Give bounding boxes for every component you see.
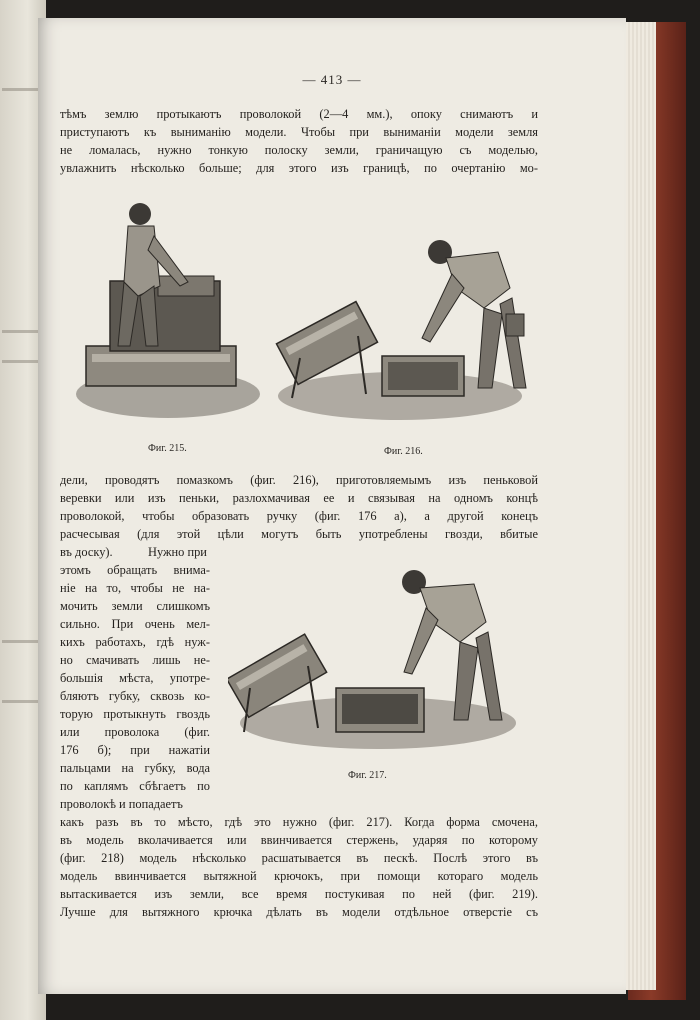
side-text-line: мочить земли слишкомъ (60, 599, 210, 613)
text-line: увлажнить нѣсколько больше; для этого изъ границѣ, по очертанію мо- (60, 161, 538, 175)
worker-illustration (270, 218, 532, 428)
page-number: — 413 — (302, 72, 362, 87)
text-line: веревки или изъ пеньки, разлохмачивая ее и связывая на одномъ концѣ (60, 491, 538, 505)
text-line: не ломалась, нужно тонкую полоску земли, граничащую съ моделью, (60, 143, 538, 157)
text-line: вытаскивается изъ земли, все время постукивая по ней (фиг. 219). (60, 887, 538, 901)
text-line: приступаютъ къ выниманію модели. Чтобы при выниманіи модели земля (60, 125, 538, 139)
side-text-line: Нужно при (148, 545, 207, 559)
side-text-line: бляютъ губку, сквозь ко- (60, 689, 210, 703)
side-text-line: 176 б); при нажатіи (60, 743, 210, 757)
side-text-line: по каплямъ сбѣгаетъ по (60, 779, 210, 793)
side-text-line: проволокѣ и попадаетъ (60, 797, 183, 811)
worker-illustration (228, 548, 518, 758)
side-text-line: этомъ обращать внима- (60, 563, 210, 577)
side-text-line: но смачивать лишь не- (60, 653, 210, 667)
side-text-line: ніе на то, чтобы не на- (60, 581, 210, 595)
text-line: въ доску). (60, 545, 113, 559)
page-edges (622, 22, 656, 990)
text-line: тѣмъ землю протыкаютъ проволокой (2—4 мм.), опоку снимаютъ и (60, 107, 538, 121)
text-line: расчесывая (для этой цѣли могутъ быть употреблены гвозди, вбитые (60, 527, 538, 541)
text-line: дели, проводятъ помазкомъ (фиг. 216), приготовляемымъ изъ пеньковой (60, 473, 538, 487)
figure-216 (270, 218, 532, 428)
text-line: какъ разъ въ то мѣсто, гдѣ это нужно (фиг. 217). Когда форма смочена, (60, 815, 538, 829)
text-line: (фиг. 218) модель нѣсколько расшатывается въ пескѣ. Послѣ этого въ (60, 851, 538, 865)
text-line: модель ввинчивается вытяжной крючокъ, при помощи котораго модель (60, 869, 538, 883)
text-line: проволокой, чтобы образовать ручку (фиг. 176 а), а другой конецъ (60, 509, 538, 523)
figure-caption: Фиг. 216. (384, 446, 423, 457)
figure-caption: Фиг. 217. (348, 770, 387, 781)
book-page (38, 18, 626, 994)
worker-illustration (68, 186, 268, 426)
figure-caption: Фиг. 215. (148, 443, 187, 454)
figure-217 (228, 548, 518, 758)
side-text-line: большія мѣста, употре- (60, 671, 210, 685)
side-text-line: пальцами на губку, вода (60, 761, 210, 775)
side-text-line: сильно. При очень мел- (60, 617, 210, 631)
side-text-line: или проволока (фиг. (60, 725, 210, 739)
side-text-line: торую протыкнуть гвоздь (60, 707, 210, 721)
text-line: Лучше для вытяжного крючка дѣлать въ модели отдѣльное отверстіе съ (60, 905, 538, 919)
text-line: въ модель вколачивается или ввинчивается стержень, ударяя по которому (60, 833, 538, 847)
side-text-line: кихъ работахъ, гдѣ нуж- (60, 635, 210, 649)
figure-215 (68, 186, 268, 426)
